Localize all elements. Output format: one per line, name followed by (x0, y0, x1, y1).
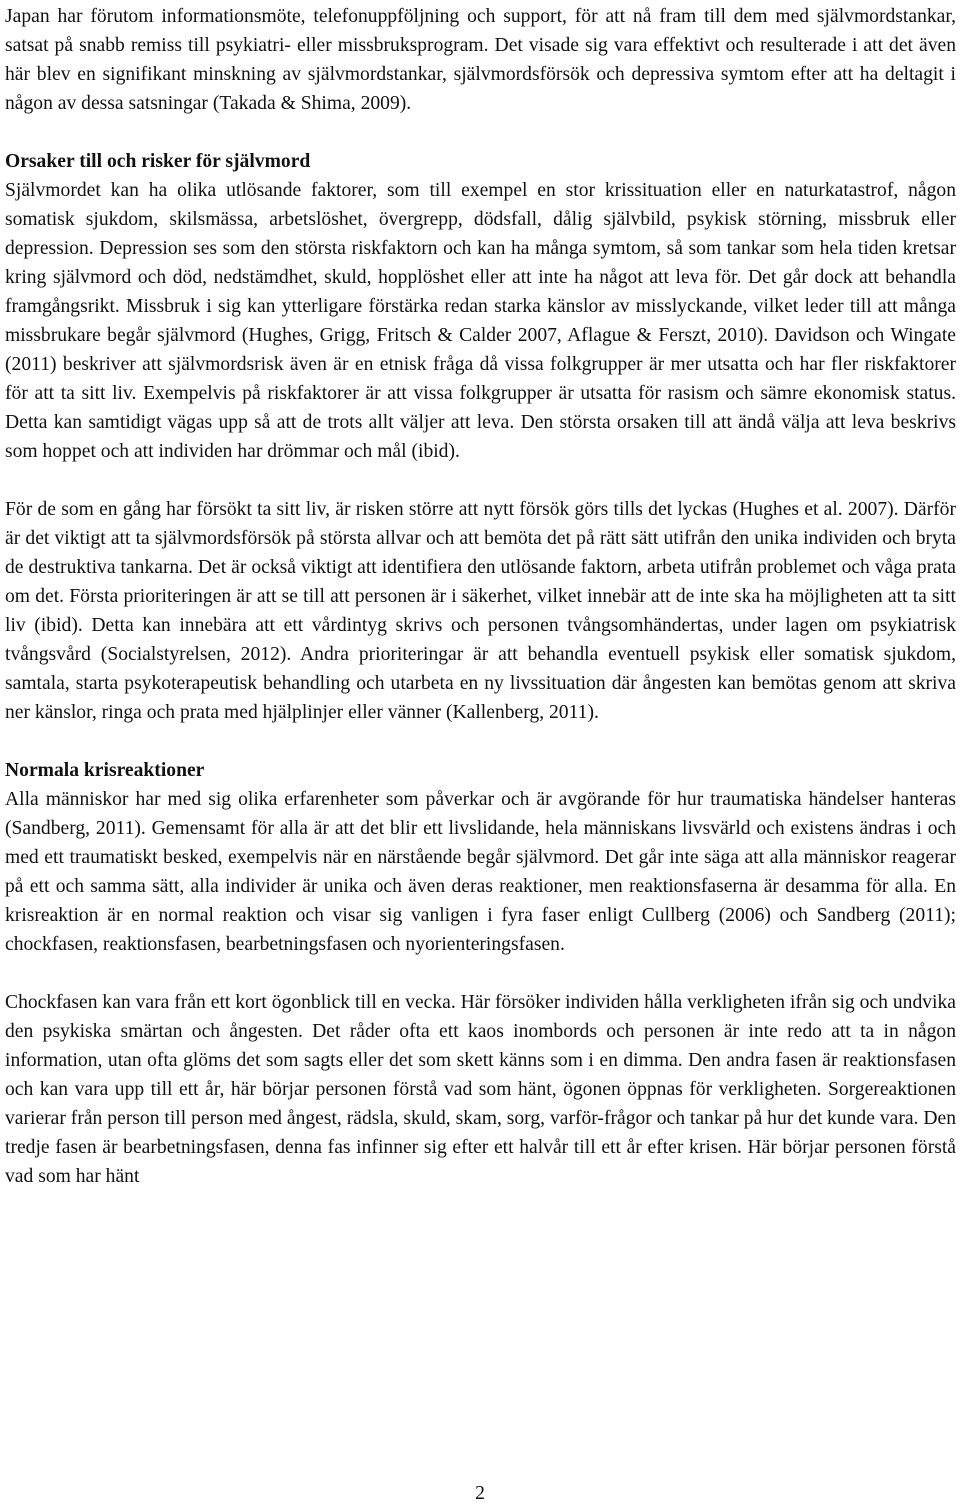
paragraph-spacer (5, 727, 956, 756)
paragraph-spacer (5, 466, 956, 495)
causes-paragraph-1: Självmordet kan ha olika utlösande faktorer, som till exempel en stor krissituation eller en naturkatastrof, någon somatisk sjukdom, skilsmässa, arbetslöshet, övergrepp, dödsfall, dålig självbild, psykisk störning, missbruk eller depression. Depression ses som den största riskfaktorn och kan ha många symtom, så som tankar som hela tiden kretsar kring självmord och död, nedstämdhet, skuld, hopplöshet eller att inte ha något att leva för. Det går dock att behandla framgångsrikt. Missbruk i sig kan ytterligare förstärka redan starka känslor av misslyckande, vilket leder till att många missbrukare begår självmord (Hughes, Grigg, Fritsch & Calder 2007, Aflague & Ferszt, 2010). Davidson och Wingate (2011) beskriver att självmordsrisk även är en etnisk fråga då vissa folkgrupper är mer utsatta och har fler riskfaktorer för att ta sitt liv. Exempelvis på riskfaktorer är att vissa folkgrupper är utsatta för rasism och sämre ekonomisk status. Detta kan samtidigt vägas upp så att de trots allt väljer att leva. Den största orsaken till att ändå välja att leva beskrivs som hoppet och att individen har drömmar och mål (ibid). (5, 180, 956, 462)
paragraph-spacer (5, 118, 956, 147)
reactions-paragraph-1: Alla människor har med sig olika erfarenheter som påverkar och är avgörande för hur traumatiska händelser hanteras (Sandberg, 2011). Gemensamt för alla är att det blir ett livslidande, hela människans livsvärld och existens ändras i och med ett traumatiskt besked, exempelvis när en närstående begår självmord. Det går inte säga att alla människor reagerar på ett och samma sätt, alla individer är unika och även deras reaktioner, men reaktionsfaserna är desamma för alla. En krisreaktion är en normal reaktion och visar sig vanligen i fyra faser enligt Cullberg (2006) och Sandberg (2011); chockfasen, reaktionsfasen, bearbetningsfasen och nyorienteringsfasen. (5, 789, 956, 955)
section-heading-causes: Orsaker till och risker för självmord (5, 151, 311, 172)
page-number: 2 (475, 1483, 485, 1504)
causes-paragraph-2: För de som en gång har försökt ta sitt liv, är risken större att nytt försök görs tills det lyckas (Hughes et al. 2007). Därför är det viktigt att ta självmordsförsök på största allvar och att bemöta det på rätt sätt utifrån den unika individen och bryta de destruktiva tankarna. Det är också viktigt att identifiera den utlösande faktorn, arbeta utifrån problemet och våga prata om det. Första prioriteringen är att se till att personen är i säkerhet, vilket innebär att de inte ska ha möjligheten att ta sitt liv (ibid). Detta kan innebära att ett vårdintyg skrivs och personen tvångsomhändertas, under lagen om psykiatrisk tvångsvård (Socialstyrelsen, 2012). Andra prioriteringar är att behandla eventuell psykisk eller somatisk sjukdom, samtala, starta psykoterapeutisk behandling och utarbeta en ny livssituation där ångesten kan bemötas genom att skriva ner känslor, ringa och prata med hjälplinjer eller vänner (Kallenberg, 2011). (5, 499, 956, 723)
document-page (5, 2, 956, 1191)
reactions-paragraph-2: Chockfasen kan vara från ett kort ögonblick till en vecka. Här försöker individen hålla verkligheten ifrån sig och undvika den psykiska smärtan och ångesten. Det råder ofta ett kaos inombords och personen är inte redo att ta in någon information, utan ofta glöms det som sagts eller det som skett känns som i en dimma. Den andra fasen är reaktionsfasen och kan vara upp till ett år, här börjar personen förstå vad som hänt, ögonen öppnas för verkligheten. Sorgereaktionen varierar från person till person med ångest, rädsla, skuld, skam, sorg, varför-frågor och tankar på hur det kunde vara. Den tredje fasen är bearbetningsfasen, denna fas infinner sig efter ett halvår till ett år efter krisen. Här börjar personen förstå vad som har hänt (5, 992, 956, 1187)
paragraph-spacer (5, 959, 956, 988)
intro-paragraph: Japan har förutom informationsmöte, telefonuppföljning och support, för att nå fram till dem med självmordstankar, satsat på snabb remiss till psykiatri- eller missbruksprogram. Det visade sig vara effektivt och resulterade i att det även här blev en signifikant minskning av självmordstankar, självmordsförsök och depressiva symtom efter att ha deltagit i någon av dessa satsningar (Takada & Shima, 2009). (5, 6, 956, 114)
section-heading-reactions: Normala krisreaktioner (5, 760, 205, 781)
